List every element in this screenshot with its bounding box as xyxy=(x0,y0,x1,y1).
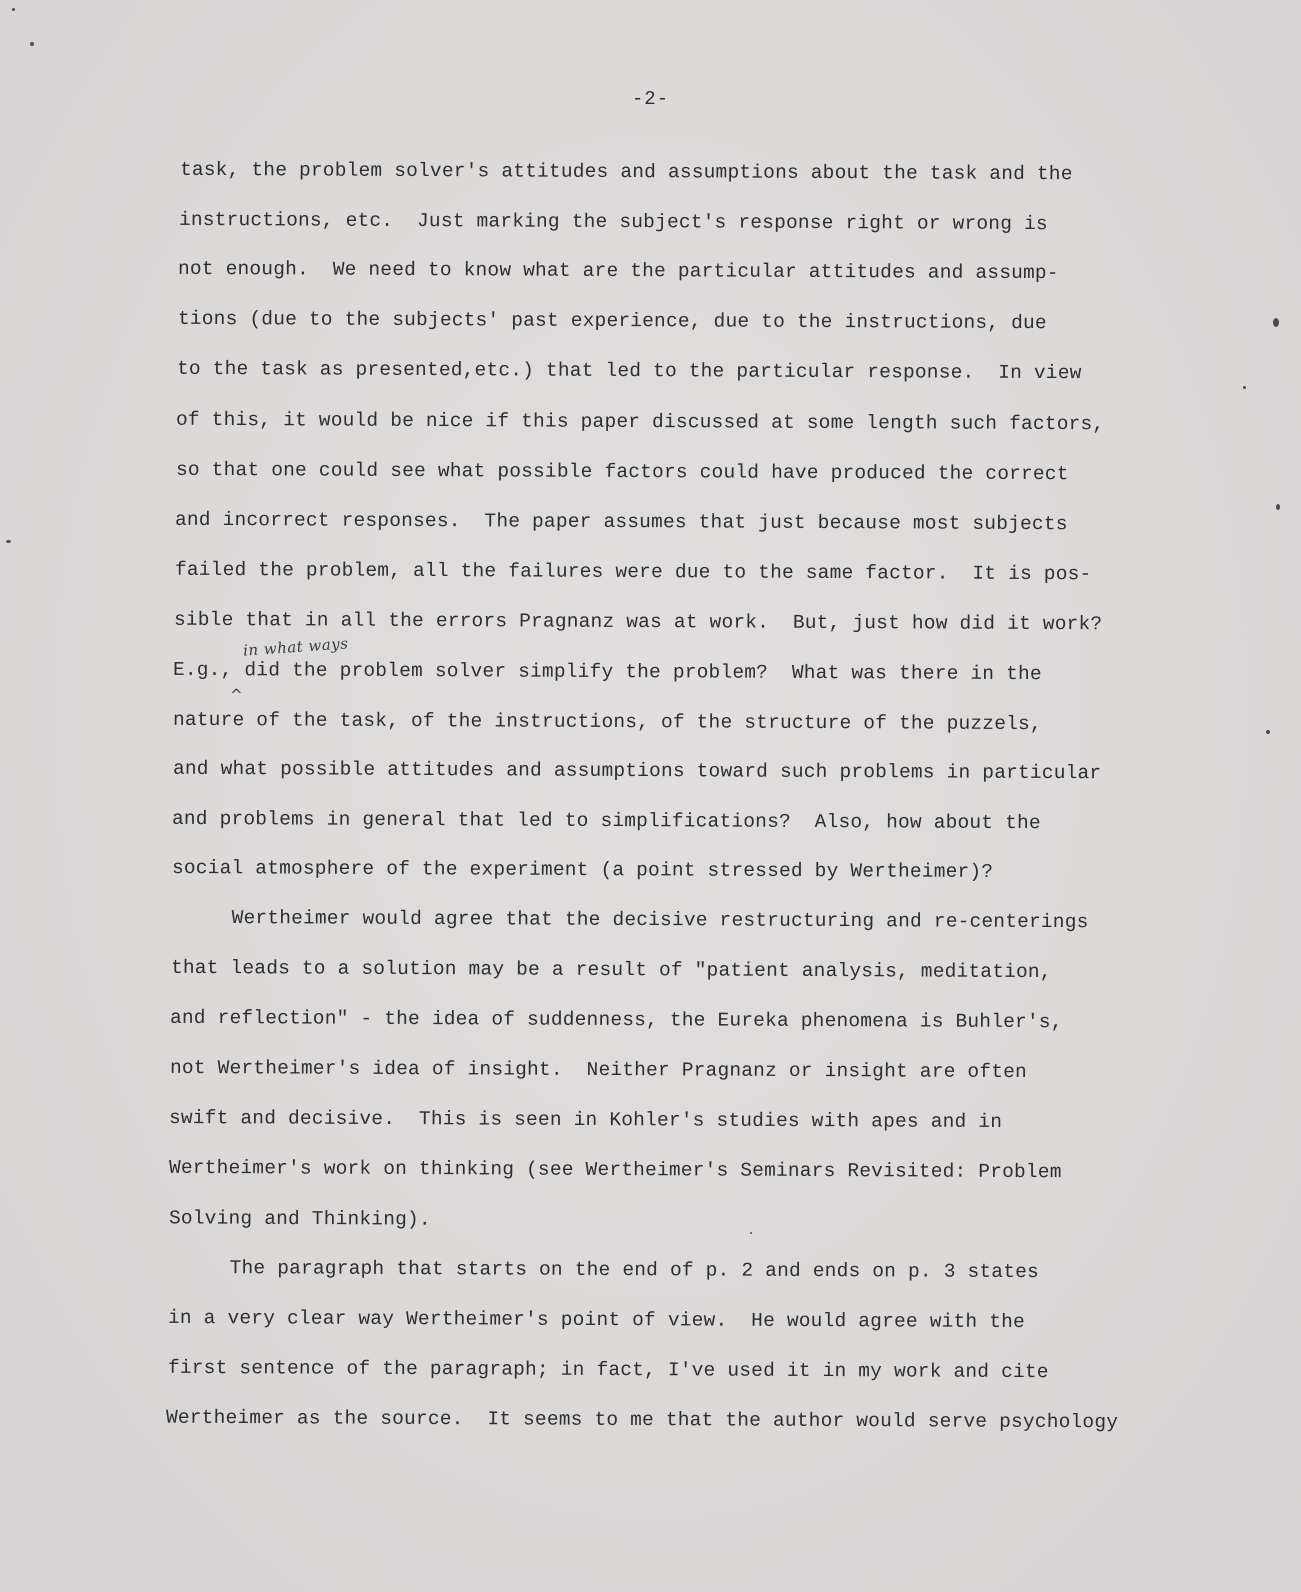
text-line: not Wertheimer's idea of insight. Neither Pragnanz or insight are often xyxy=(169,1056,1027,1084)
scan-speck xyxy=(1243,386,1246,389)
text-line: not enough. We need to know what are the particular attitudes and assump- xyxy=(177,257,1059,285)
scan-speck xyxy=(12,8,15,11)
scan-speck xyxy=(1266,730,1270,734)
scan-speck xyxy=(1276,504,1280,510)
text-line: and problems in general that led to simplifications? Also, how about the xyxy=(171,807,1041,835)
text-line: sible that in all the errors Pragnanz was at work. But, just how did it work? xyxy=(173,608,1103,636)
text-line: of this, it would be nice if this paper discussed at some length such factors, xyxy=(175,408,1105,436)
insertion-caret: ^ xyxy=(230,686,243,704)
scan-speck xyxy=(1273,318,1279,327)
scan-speck xyxy=(750,1232,752,1234)
text-line: first sentence of the paragraph; in fact, I've used it in my work and cite xyxy=(167,1356,1049,1384)
text-line: Wertheimer's work on thinking (see Wertheimer's Seminars Revisited: Problem xyxy=(168,1156,1062,1184)
text-line: E.g., did the problem solver simplify the problem? What was there in the xyxy=(172,658,1042,686)
text-line: task, the problem solver's attitudes and assumptions about the task and the xyxy=(179,158,1073,186)
text-line: tions (due to the subjects' past experience, due to the instructions, due xyxy=(177,307,1047,335)
scan-speck xyxy=(30,42,34,46)
page-number: -2- xyxy=(631,88,670,110)
text-line: The paragraph that starts on the end of p. 2 and ends on p. 3 states xyxy=(181,1256,1039,1284)
text-line: failed the problem, all the failures were due to the same factor. It is pos- xyxy=(174,558,1092,586)
text-line: instructions, etc. Just marking the subject's response right or wrong is xyxy=(178,208,1048,236)
text-line: so that one could see what possible factors could have produced the correct xyxy=(175,458,1069,486)
text-line: that leads to a solution may be a result of "patient analysis, meditation, xyxy=(170,956,1052,984)
text-line: nature of the task, of the instructions, of the structure of the puzzels, xyxy=(172,708,1042,736)
text-line: in a very clear way Wertheimer's point of view. He would agree with the xyxy=(167,1306,1025,1334)
text-line: Wertheimer would agree that the decisive restructuring and re-centerings xyxy=(183,906,1089,934)
text-line: Solving and Thinking). xyxy=(168,1207,431,1231)
text-line: Wertheimer as the source. It seems to me that the author would serve psychology xyxy=(165,1406,1119,1434)
text-line: and what possible attitudes and assumptions toward such problems in particular xyxy=(172,757,1102,785)
text-line: to the task as presented,etc.) that led to the particular response. In view xyxy=(176,357,1082,385)
scan-speck xyxy=(6,540,11,543)
text-line: social atmosphere of the experiment (a point stressed by Wertheimer)? xyxy=(171,856,994,884)
text-line: swift and decisive. This is seen in Kohler's studies with apes and in xyxy=(168,1106,1003,1134)
handwritten-insertion: in what ways xyxy=(242,634,349,660)
text-line: and incorrect responses. The paper assumes that just because most subjects xyxy=(174,508,1068,536)
text-line: and reflection" - the idea of suddenness, the Eureka phenomena is Buhler's, xyxy=(169,1006,1063,1034)
